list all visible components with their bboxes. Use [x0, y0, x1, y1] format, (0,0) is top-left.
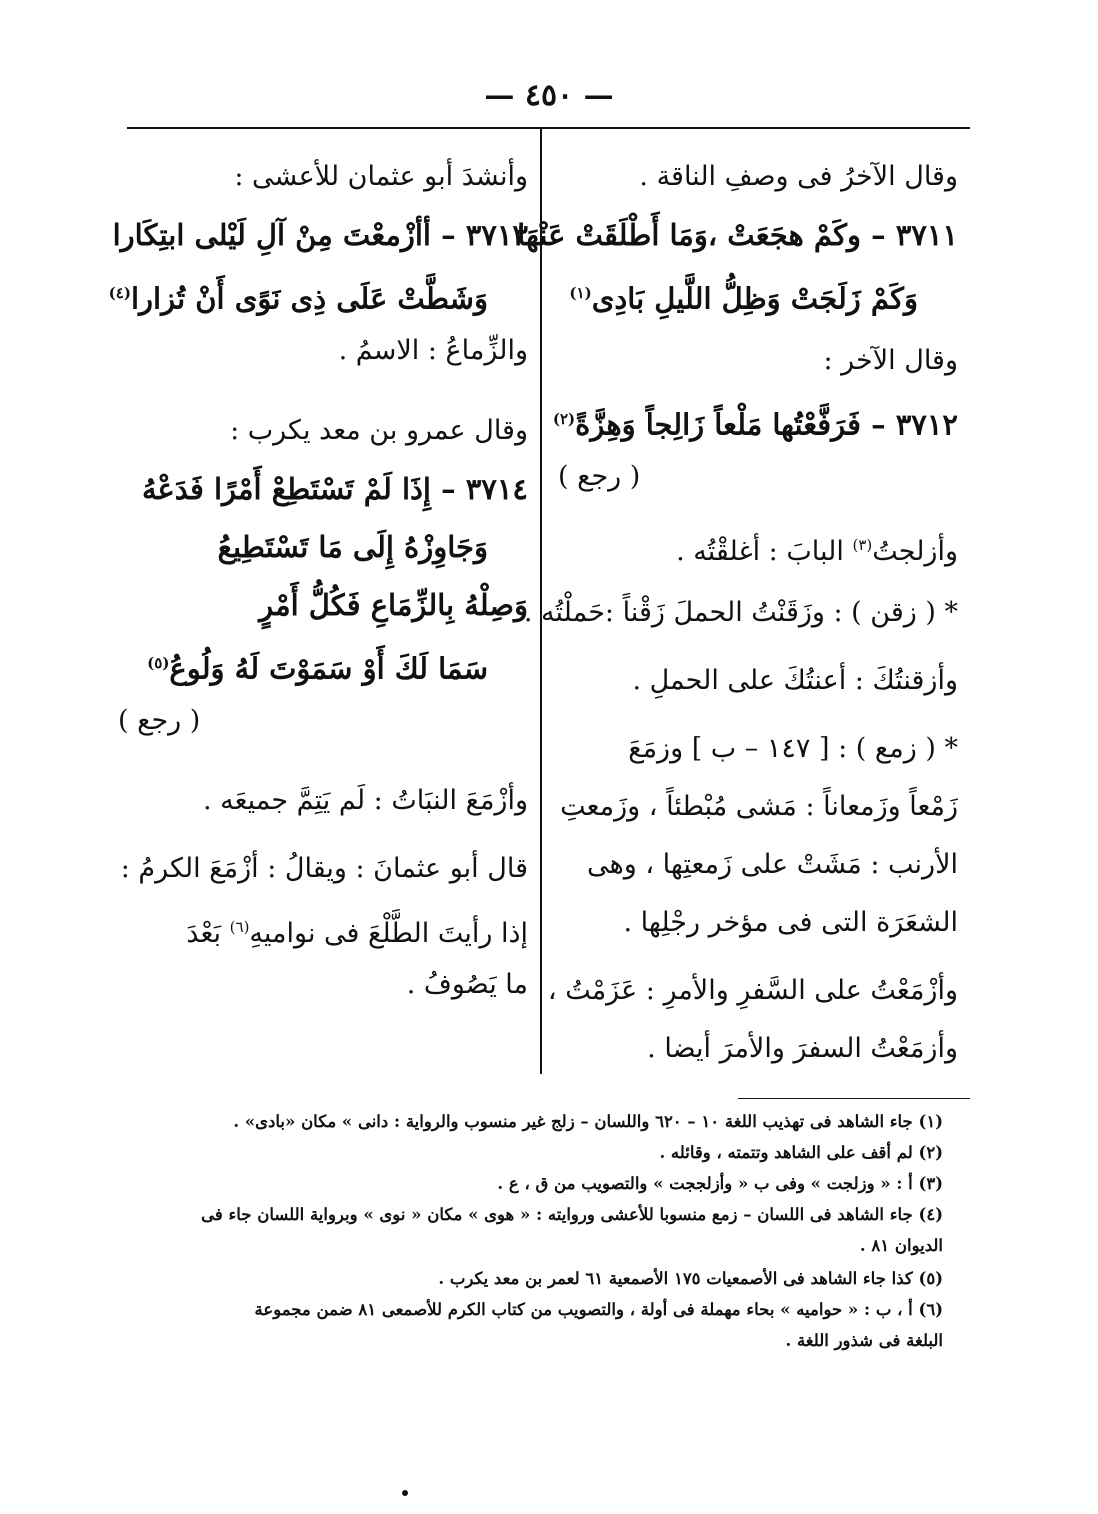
entry-line: * ( زمع ) : [ ١٤٧ – ب ] وزمَعَ — [628, 733, 958, 764]
text-line: الأرنب : مَشَتْ على زَمعتِها ، وهى — [586, 849, 958, 880]
verse-line-with-ref — [108, 264, 528, 322]
footnote: (٦) أ ، ب : « حواميه » بحاء مهملة فى أولة ، والتصويب من كتاب الكرم للأصمعى ٨١ ضمن مجموعة — [254, 1300, 943, 1319]
text-line: وأزقنتُكَ : أعنتُكَ على الحملِ . — [632, 665, 958, 696]
text-line: وأزمَعْتُ السفرَ والأمرَ أيضا . — [647, 1033, 958, 1064]
text-line: ما يَصُوفُ . — [406, 969, 528, 1000]
text-line: وأزْمَعْتُ على السَّفرِ والأمرِ : عَزَمْتُ ، — [547, 975, 958, 1006]
verse-line: ٣٧١٤ – إِذَا لَمْ تَسْتَطِعْ أَمْرًا فَدَعْهُ — [141, 472, 528, 506]
footnote-ref: (٢) — [552, 410, 576, 428]
footnote-ref: (١) — [569, 284, 592, 302]
footnote-rule — [738, 1098, 970, 1099]
footnote-ref: (٣) — [852, 536, 873, 554]
page-number: — ٤٥٠ — — [484, 78, 614, 113]
verse-line-with-ref — [552, 390, 958, 448]
footnote-ref: (٥) — [147, 654, 170, 672]
text-line: وأنشدَ أبو عثمان للأعشى : — [234, 161, 528, 192]
rajaz-marker: ( رجع ) — [118, 705, 201, 736]
verse-line: وَجَاوِزْهُ إِلَى مَا تَسْتَطِيعُ — [217, 530, 488, 564]
footnotes — [133, 1106, 943, 1358]
footnote: (١) جاء الشاهد فى تهذيب اللغة ١٠ – ٦٢٠ واللسان – زلج غير منسوب والرواية : دانى » مكان «بادى» . — [233, 1112, 943, 1131]
footnote: (٣) أ : « وزلجت » وفى ب « وأزلججت » والتصويب من ق ، ع . — [497, 1174, 943, 1193]
text-line: وأزْمَعَ النبَاتُ : لَم يَتِمَّ جميعَه . — [202, 785, 528, 816]
header-rule — [127, 127, 970, 129]
verse-text: ٣٧١٢ – فَرَفَّعْتُها مَلْعاً زَالِجاً وَهِزَّةً — [575, 407, 958, 442]
text-line: وقال الآخر : — [823, 345, 958, 376]
text-line: الشعَرَة التى فى مؤخر رجْلِها . — [623, 907, 958, 938]
entry-line: * ( زقن ) : وزَقَنْتُ الحملَ زَقْناً :حَملْتُه . — [523, 597, 958, 628]
text-line: زَمْعاً وزَمعاناً : مَشى مُبْطئاً ، وزَمعتِ — [560, 791, 958, 822]
text-line: قال أبو عثمانَ : ويقالُ : أزْمَعَ الكرمُ : — [120, 853, 528, 884]
verse-line: وَصِلْهُ بِالزِّمَاعِ فَكُلُّ أَمْرٍ — [259, 588, 528, 622]
footnote: (٢) لم أقف على الشاهد وتتمته ، وقائله . — [659, 1143, 943, 1162]
text-part: البابَ : أغلقْتُه . — [676, 536, 844, 567]
verse-line-with-ref — [558, 264, 958, 322]
footnote-ref: (٤) — [108, 284, 131, 302]
text-part: وأزلجتُ — [872, 536, 958, 567]
text-part: إذا رأيتَ الطَّلْعَ فى نواميهِ — [249, 918, 528, 949]
verse-line: ٣٧١٣ – أأزْمعْتَ مِنْ آلِ لَيْلى ابتِكَارا — [112, 218, 528, 252]
verse-text: وَكَمْ زَلَجَتْ وَظِلُّ اللَّيلِ بَادِى — [591, 281, 918, 316]
text-line-with-ref — [118, 898, 528, 956]
rajaz-marker: ( رجع ) — [558, 461, 641, 492]
verse-text: سَمَا لَكَ أَوْ سَمَوْتَ لَهُ وَلُوعُ — [169, 651, 488, 686]
verse-line-with-ref — [118, 634, 528, 692]
footnote-continuation: الديوان ٨١ . — [859, 1236, 943, 1255]
footnote-continuation: البلغة فى شذور اللغة . — [785, 1331, 943, 1350]
right-column — [517, 148, 958, 1078]
footnote: (٥) كذا جاء الشاهد فى الأصمعيات ١٧٥ الأصمعية ٦١ لعمر بن معد يكرب . — [438, 1269, 943, 1288]
verse-text: وَشَطَّتْ عَلَى ذِى نَوًى أَنْ تُزارا — [130, 281, 488, 316]
text-line-with-ref — [558, 516, 958, 574]
text-line: وقال الآخرُ فى وصفِ الناقة . — [639, 161, 958, 192]
footnote-ref: (٦) — [229, 918, 250, 936]
text-part: بَعْدَ — [186, 918, 222, 949]
left-column — [108, 148, 528, 1014]
footnote: (٤) جاء الشاهد فى اللسان – زمع منسوبا للأعشى وروايته : « هوى » مكان « نوى » وبرواية اللسان جاء فى — [201, 1205, 943, 1224]
verse-line: ٣٧١١ – وكَمْ هجَعَتْ ،وَمَا أَطْلَقَتْ عَنْهَا — [517, 218, 958, 252]
text-line: والزِّماعُ : الاسمُ . — [338, 335, 528, 366]
text-line: وقال عمرو بن معد يكرب : — [230, 415, 528, 446]
page-dot — [402, 1490, 408, 1496]
